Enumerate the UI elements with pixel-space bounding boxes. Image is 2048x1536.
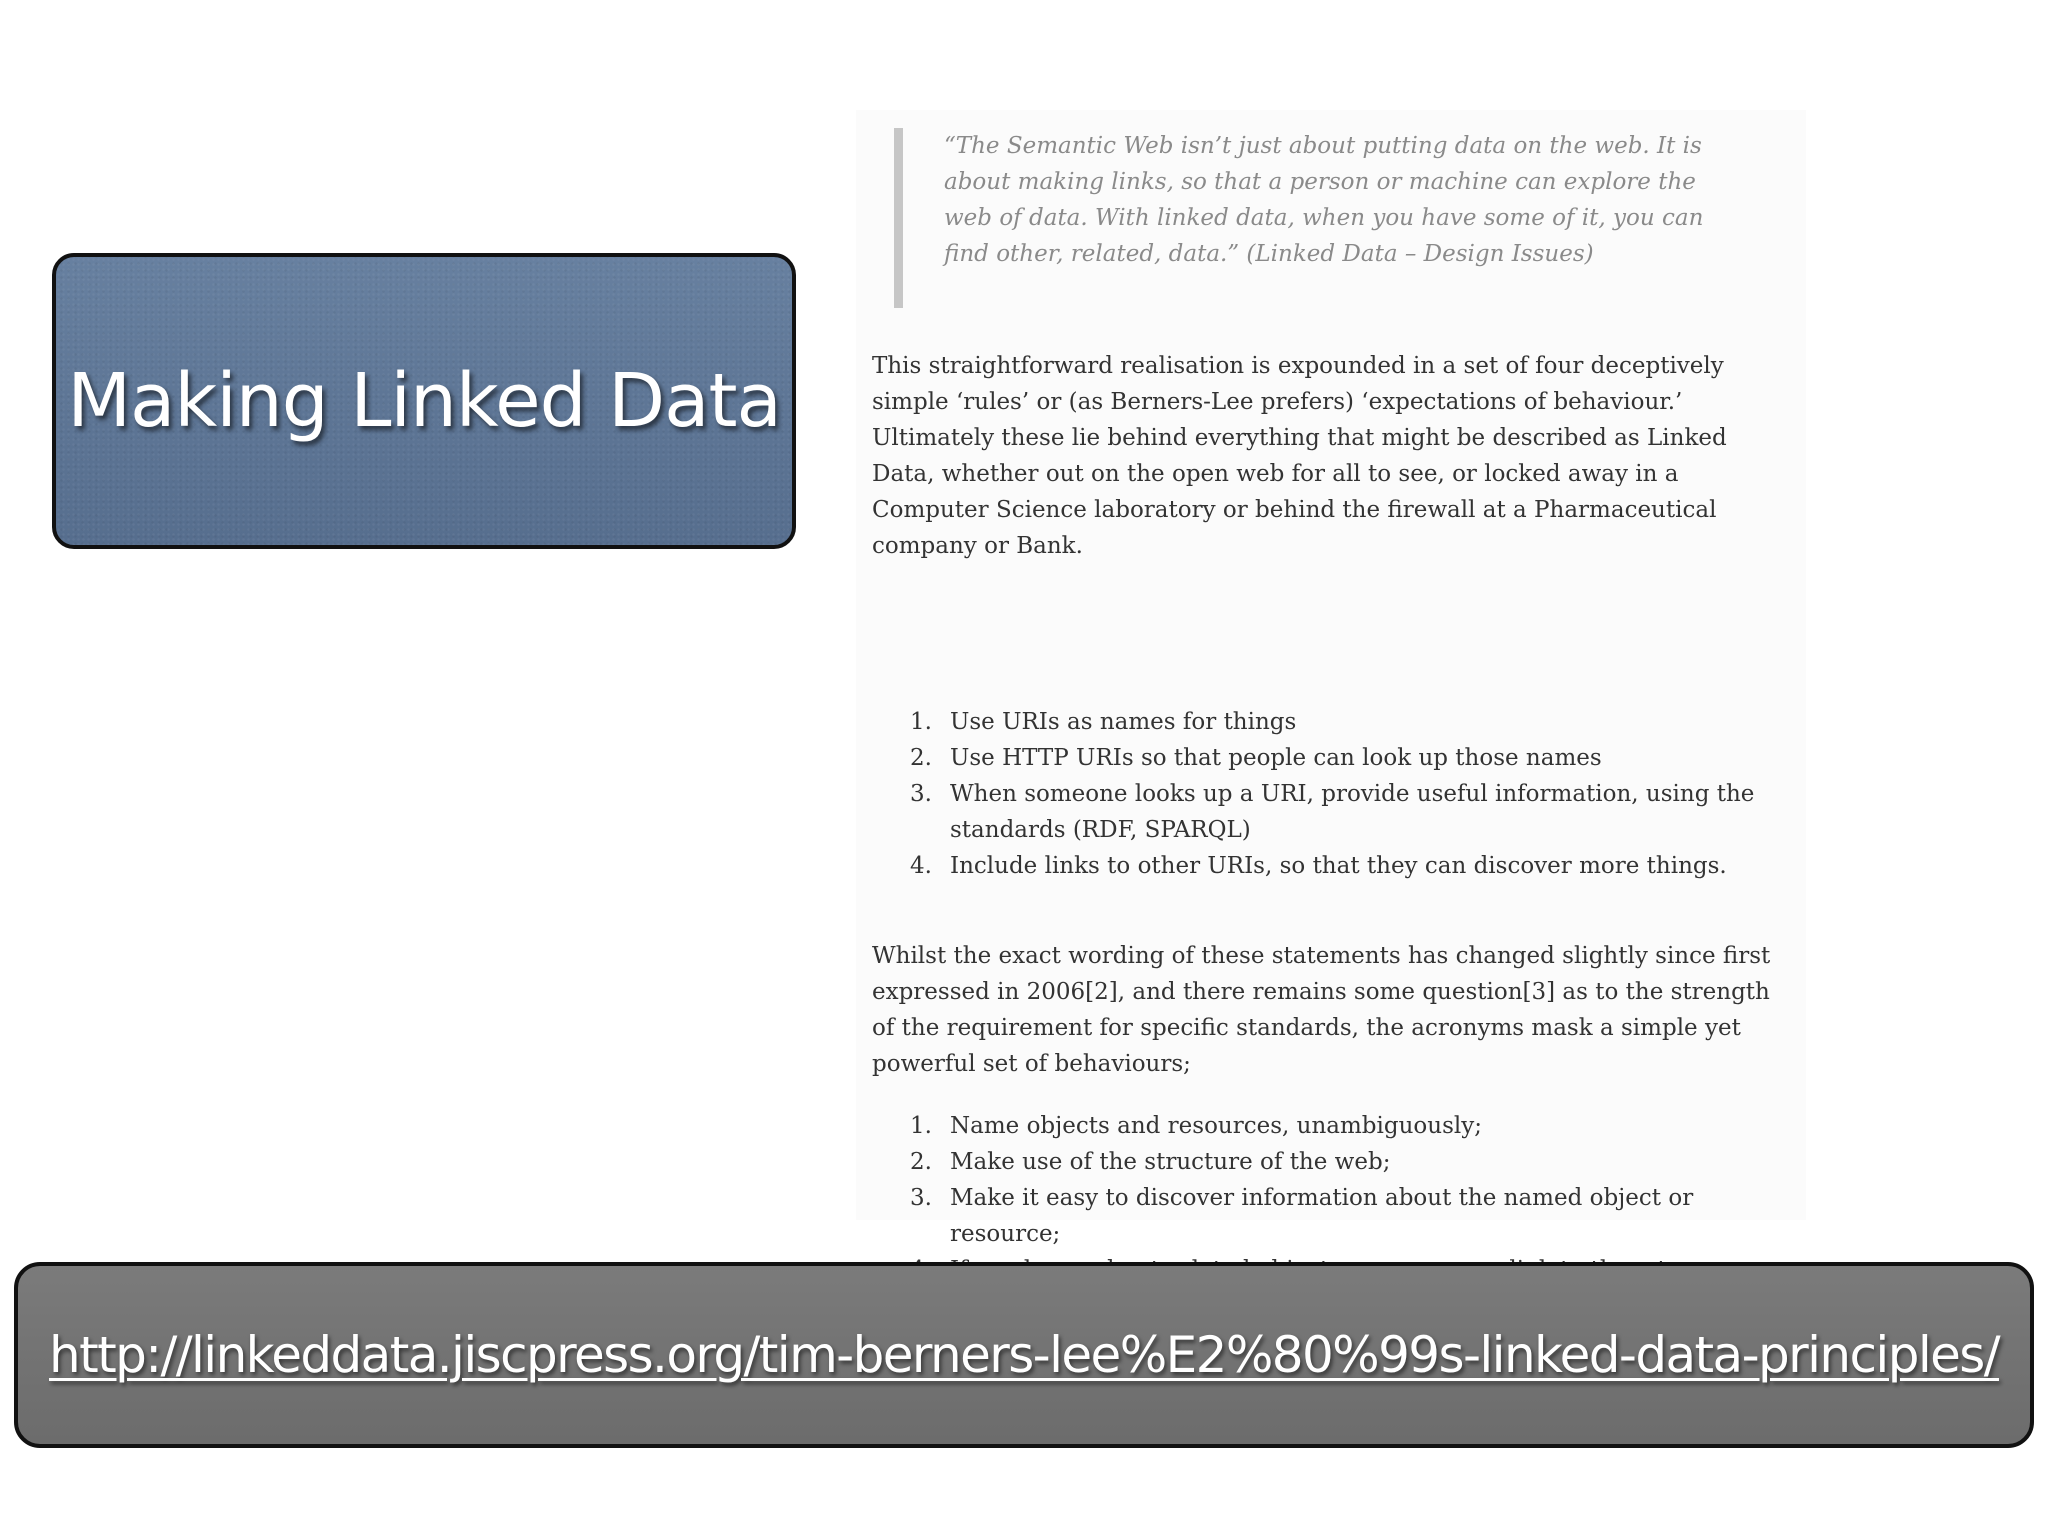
list-item <box>910 1180 1770 1252</box>
list-number: 1. <box>910 1113 932 1139</box>
slide-title: Making Linked Data <box>67 358 781 444</box>
list-number: 3. <box>910 781 932 807</box>
list-item <box>910 740 1770 776</box>
blockquote <box>894 128 1754 308</box>
list-item-text: Name objects and resources, unambiguously; <box>950 1113 1482 1139</box>
paragraph-rules-intro: This straightforward realisation is expounded in a set of four deceptively simple ‘rules’ or (as Berners-Lee prefers) ‘expectations of behaviour.’ Ultimately these lie behind everything that might be described as Linked Data, whether out on the open web for all to see, or locked away in a Computer Science laboratory or behind the firewall at a Pharmaceutical company or Bank. <box>872 353 1727 559</box>
list-item-text: Make it easy to discover information about the named object or resource; <box>950 1185 1694 1247</box>
url-banner <box>14 1262 2034 1448</box>
behaviours-list <box>910 1108 1770 1288</box>
list-number: 2. <box>910 1149 932 1175</box>
list-item <box>910 1144 1770 1180</box>
list-number: 2. <box>910 745 932 771</box>
paragraph-behaviours-intro: Whilst the exact wording of these statements has changed slightly since first expressed in 2006[2], and there remains some question[3] as to the strength of the requirement for specific standards, the acronyms mask a simple yet powerful set of behaviours; <box>872 943 1771 1077</box>
list-item-text: Use HTTP URIs so that people can look up those names <box>950 745 1602 771</box>
list-item-text: Include links to other URIs, so that they can discover more things. <box>950 853 1727 879</box>
title-box <box>52 253 796 549</box>
list-item-text: Make use of the structure of the web; <box>950 1149 1391 1175</box>
list-number: 1. <box>910 709 932 735</box>
document-excerpt <box>870 120 1790 1247</box>
source-link[interactable]: http://linkeddata.jiscpress.org/tim-berners-lee%E2%80%99s-linked-data-principles/ <box>49 1326 1999 1384</box>
list-item <box>910 704 1770 740</box>
list-item-text: When someone looks up a URI, provide useful information, using the standards (RDF, SPARQL) <box>950 781 1755 843</box>
list-item <box>910 848 1770 884</box>
quote-bar <box>894 128 903 308</box>
quote-text: “The Semantic Web isn’t just about putting data on the web. It is about making links, so that a person or machine can explore the web of data. With linked data, when you have some of it, you can find other, related, data.” (Linked Data – Design Issues) <box>944 133 1704 267</box>
list-item <box>910 1108 1770 1144</box>
rules-list <box>910 704 1770 884</box>
list-number: 3. <box>910 1185 932 1211</box>
list-item-text: Use URIs as names for things <box>950 709 1297 735</box>
list-number: 4. <box>910 853 932 879</box>
list-item <box>910 776 1770 848</box>
